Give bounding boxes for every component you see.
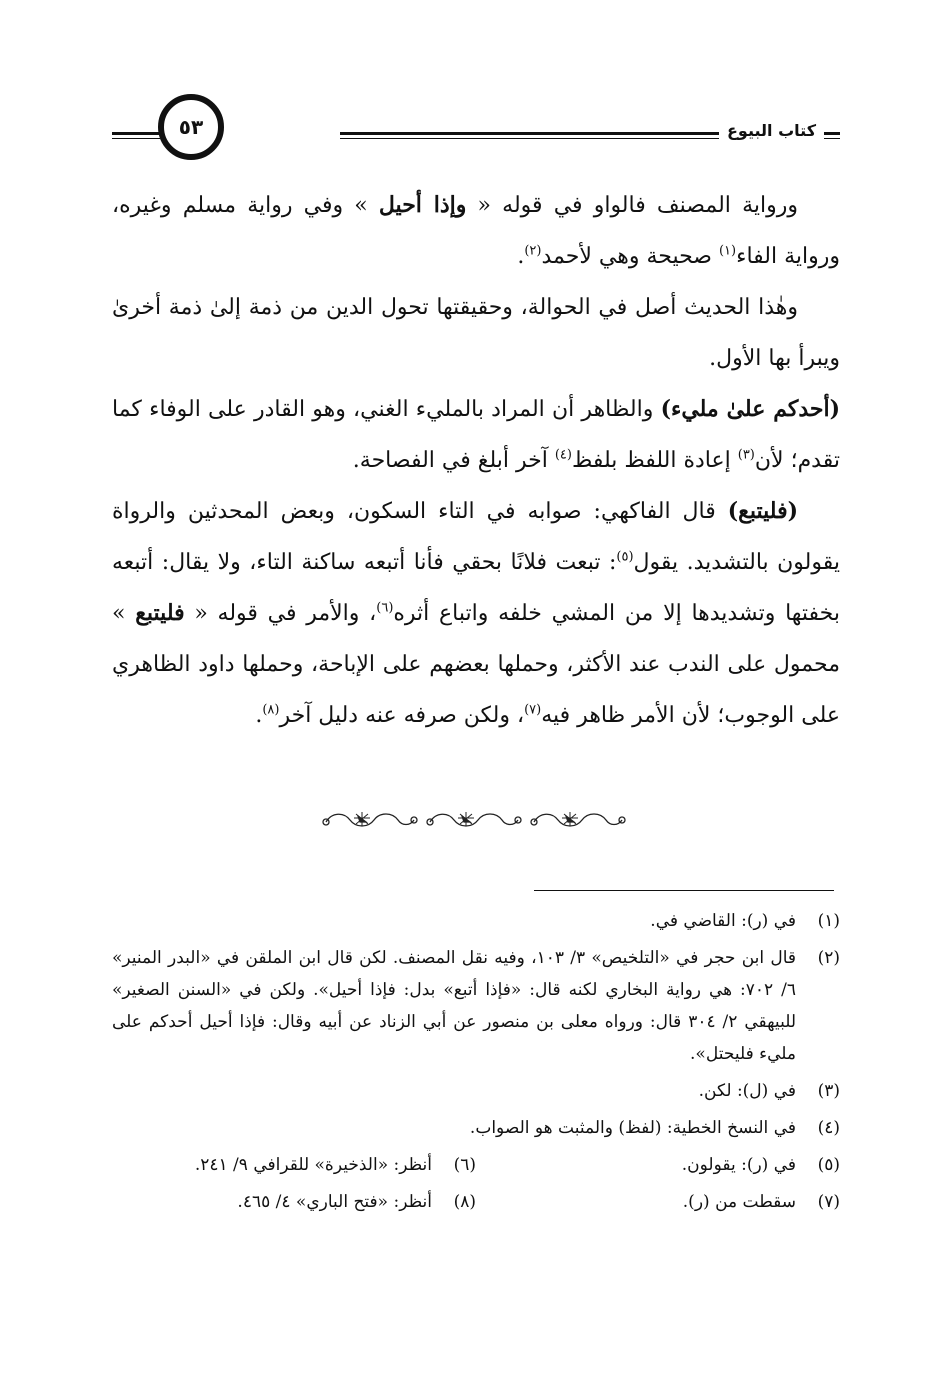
- footnote-number: (٣): [817, 1081, 840, 1101]
- footnote-number: (٢): [817, 948, 840, 968]
- footnote-reference: (٤): [554, 447, 572, 463]
- text-run: قال الفاكهي: صوابه في التاء السكون، وبعض المحدثين والرواة يقولون بالتشديد. يقول: [112, 499, 840, 575]
- footnote-reference: (٣): [737, 447, 755, 463]
- page-number-badge: [158, 94, 224, 160]
- paragraph: [112, 486, 840, 741]
- footnote: [112, 1112, 840, 1144]
- footnote-number: (٦): [453, 1155, 476, 1175]
- text-run: .: [517, 244, 525, 269]
- emphasized-text: (فليتبع): [727, 498, 798, 524]
- text-run: » وفي رواية مسلم وغيره، ورواية الفاء: [112, 193, 840, 269]
- text-run: آخر أبلغ في الفصاحة.: [352, 448, 555, 473]
- main-text: [112, 180, 840, 741]
- text-run: صحيحة وهي لأحمد: [541, 244, 719, 269]
- footnote-number: (٧): [817, 1192, 840, 1212]
- emphasized-text: (أحدكم علىٰ مليء): [660, 396, 840, 422]
- floral-divider-ornament-icon: [318, 800, 628, 840]
- footnote-text: في (ر): يقولون.: [681, 1155, 796, 1175]
- text-run: » محمول على الندب عند الأكثر، وحملها بعضهم على الإباحة، وحملها داود الظاهري على الوجوب؛ لأن الأمر ظاهر فيه: [112, 601, 840, 728]
- footnote-text: في النسخ الخطية: (لفظ) والمثبت هو الصواب.: [469, 1118, 796, 1138]
- footnote: [112, 1075, 840, 1107]
- footnote-number: (٥): [817, 1155, 840, 1175]
- paragraph: [112, 384, 840, 486]
- footnote-text: في (ل): لكن.: [698, 1081, 796, 1101]
- footnote-pair: [112, 1186, 840, 1218]
- paragraph: [112, 282, 840, 384]
- header-rule: [112, 138, 160, 139]
- footnote-text: قال ابن حجر في «التلخيص» ٣/ ١٠٣، وفيه نقل المصنف. لكن قال ابن الملقن في «البدر المنير» ٦/ ٧٠٢: هي رواية البخاري لكنه قال: «فإذا أتبع» بدل: فإذا أحيل». ولكن في «السنن الصغير» للبيهقي ٢/ ٣٠٤ قال: ورواه معلى بن منصور عن أبي الزناد عن أبيه وقال: فإذا أحيل أحدكم على مليء فليحتل».: [112, 948, 797, 1064]
- footnote-text: في (ر): القاضي في.: [650, 911, 796, 931]
- running-header: [112, 92, 840, 178]
- footnote-reference: (٦): [376, 600, 394, 616]
- footnote-reference: (١): [718, 243, 737, 259]
- footnote-text: أنظر: «فتح الباري» ٤/ ٤٦٥.: [237, 1192, 432, 1212]
- footnote-reference: (٢): [524, 243, 542, 259]
- footnote-pair: [112, 1149, 840, 1181]
- footnote: [476, 1149, 840, 1181]
- footnote-text: سقطت من (ر).: [682, 1192, 796, 1212]
- footnote-number: (١): [817, 911, 840, 931]
- paragraph: [112, 180, 840, 282]
- footnote: [112, 905, 840, 937]
- footnote-separator: [534, 890, 834, 891]
- footnote: [112, 1186, 476, 1218]
- page-number: ٥٣: [178, 115, 204, 139]
- emphasized-text: وإذا أحيل: [378, 192, 467, 218]
- footnote-reference: (٥): [616, 549, 634, 565]
- footnote: [112, 942, 840, 1070]
- text-run: والظاهر أن المراد بالمليء الغني، وهو القادر على الوفاء كما تقدم؛ لأن: [112, 397, 840, 473]
- header-rule: [112, 132, 160, 135]
- text-run: ، والأمر في قوله «: [184, 601, 377, 626]
- footnote-reference: (٧): [524, 702, 542, 718]
- emphasized-text: فليتبع: [135, 600, 185, 626]
- text-run: : تبعت فلانًا بحقي فأنا أتبعه ساكنة التاء، ولا يقال: أتبعه بخفتها وتشديدها إلا من المشي خلفه واتباع أثره: [112, 550, 841, 626]
- footnote-reference: (٨): [262, 702, 280, 718]
- text-run: .: [255, 703, 263, 728]
- footnote-number: (٨): [453, 1192, 476, 1212]
- text-run: وهٰذا الحديث أصل في الحوالة، وحقيقتها تحول الدين من ذمة إلىٰ ذمة أخرىٰ ويبرأ بها الأول.: [112, 295, 840, 371]
- footnote-number: (٤): [817, 1118, 840, 1138]
- footnote: [112, 1149, 476, 1181]
- book-title: كتاب البيوع: [719, 118, 824, 144]
- footnote-text: أنظر: «الذخيرة» للقرافي ٩/ ٢٤١.: [194, 1155, 432, 1175]
- footnote: [476, 1186, 840, 1218]
- footnotes: [112, 905, 840, 1223]
- text-run: إعادة اللفظ بلفظ: [571, 448, 738, 473]
- text-run: ورواية المصنف فالواو في قوله «: [466, 193, 798, 218]
- text-run: ، ولكن صرفه عنه دليل آخر: [279, 703, 525, 728]
